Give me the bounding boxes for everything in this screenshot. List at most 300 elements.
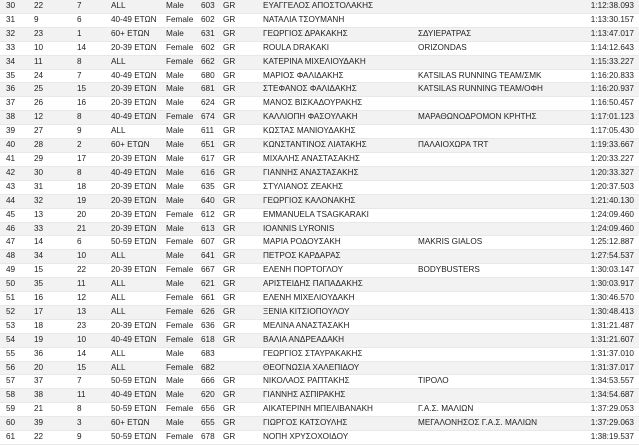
gender-cell: Male [166, 152, 201, 166]
country-cell: GR [223, 208, 263, 222]
country-cell: GR [223, 222, 263, 236]
bib-number-cell: 651 [201, 139, 223, 153]
finish-time-cell: 1:31:21.607 [572, 333, 639, 347]
runner-name-cell: ΝΟΠΗ ΧΡΥΣΟΧΟΙΔΟΥ [263, 431, 418, 445]
runner-name-cell: ΑΙΚΑΤΕΡΙΝΗ ΜΠΕΛΙΒΑΝΑΚΗ [263, 403, 418, 417]
category-position-cell: 14 [77, 41, 111, 55]
finish-time-cell: 1:16:20.833 [572, 69, 639, 83]
table-row [0, 152, 639, 166]
club-cell [418, 180, 572, 194]
country-cell: GR [223, 250, 263, 264]
category-cell: 20-39 ΕΤΩΝ [111, 208, 166, 222]
category-position-cell: 11 [77, 389, 111, 403]
table-row [0, 319, 639, 333]
runner-name-cell: ΚΑΤΕΡΙΝΑ ΜΙΧΕΛΙΟΥΔΑΚΗ [263, 55, 418, 69]
overall-position-cell: 42 [0, 166, 34, 180]
overall-position-cell: 35 [0, 69, 34, 83]
country-cell: GR [223, 111, 263, 125]
overall-position-cell: 61 [0, 431, 34, 445]
country-cell: GR [223, 125, 263, 139]
category-position-cell: 10 [77, 333, 111, 347]
club-cell: ΠΑΛΑΙΟΧΩΡΑ TRT [418, 139, 572, 153]
gender-cell: Female [166, 236, 201, 250]
club-cell [418, 222, 572, 236]
overall-position-cell: 51 [0, 292, 34, 306]
category-cell: 20-39 ΕΤΩΝ [111, 180, 166, 194]
bib-number-cell: 636 [201, 319, 223, 333]
gender-position-cell: 21 [34, 403, 77, 417]
bib-number-cell: 602 [201, 13, 223, 27]
runner-name-cell: ΝΙΚΟΛΑΟΣ ΡΑΠΤΑΚΗΣ [263, 375, 418, 389]
overall-position-cell: 34 [0, 55, 34, 69]
bib-number-cell: 612 [201, 208, 223, 222]
gender-cell: Female [166, 264, 201, 278]
table-row [0, 111, 639, 125]
bib-number-cell: 613 [201, 222, 223, 236]
category-cell: 20-39 ΕΤΩΝ [111, 319, 166, 333]
bib-number-cell: 626 [201, 305, 223, 319]
country-cell: GR [223, 305, 263, 319]
finish-time-cell: 1:27:54.537 [572, 250, 639, 264]
runner-name-cell: ΞΕΝΙΑ ΚΙΤΣΙΟΠΟΥΛΟΥ [263, 305, 418, 319]
overall-position-cell: 58 [0, 389, 34, 403]
overall-position-cell: 52 [0, 305, 34, 319]
club-cell [418, 389, 572, 403]
category-cell: 50-59 ΕΤΩΝ [111, 375, 166, 389]
category-cell: ALL [111, 347, 166, 361]
club-cell [418, 13, 572, 27]
table-row [0, 236, 639, 250]
category-position-cell: 13 [77, 305, 111, 319]
club-cell [418, 125, 572, 139]
table-row [0, 333, 639, 347]
gender-cell: Male [166, 222, 201, 236]
overall-position-cell: 31 [0, 13, 34, 27]
category-position-cell: 6 [77, 13, 111, 27]
category-cell: 20-39 ΕΤΩΝ [111, 41, 166, 55]
overall-position-cell: 59 [0, 403, 34, 417]
category-position-cell: 2 [77, 139, 111, 153]
gender-cell: Male [166, 0, 201, 13]
finish-time-cell: 1:20:33.227 [572, 152, 639, 166]
bib-number-cell: 681 [201, 83, 223, 97]
gender-position-cell: 23 [34, 27, 77, 41]
category-position-cell: 7 [77, 69, 111, 83]
club-cell [418, 278, 572, 292]
gender-cell: Male [166, 417, 201, 431]
runner-name-cell: ΝΑΤΑΛΙΑ ΤΣΟΥΜΑΝΗ [263, 13, 418, 27]
table-row [0, 208, 639, 222]
overall-position-cell: 36 [0, 83, 34, 97]
table-row [0, 250, 639, 264]
overall-position-cell: 38 [0, 111, 34, 125]
table-row [0, 125, 639, 139]
runner-name-cell: ΕΥΑΓΓΕΛΟΣ ΑΠΟΣΤΟΛΑΚΗΣ [263, 0, 418, 13]
gender-position-cell: 39 [34, 417, 77, 431]
runner-name-cell: ROULA DRAKAKI [263, 41, 418, 55]
gender-cell: Female [166, 319, 201, 333]
country-cell: GR [223, 403, 263, 417]
gender-cell: Male [166, 347, 201, 361]
gender-cell: Male [166, 389, 201, 403]
runner-name-cell: ΜΑΡΙΟΣ ΦΑΛΙΔΑΚΗΣ [263, 69, 418, 83]
bib-number-cell: 656 [201, 403, 223, 417]
country-cell: GR [223, 389, 263, 403]
club-cell [418, 97, 572, 111]
club-cell [418, 208, 572, 222]
table-row [0, 41, 639, 55]
club-cell: Γ.Α.Σ. ΜΑΛΙΩΝ [418, 403, 572, 417]
gender-position-cell: 11 [34, 55, 77, 69]
country-cell: GR [223, 333, 263, 347]
gender-cell: Male [166, 375, 201, 389]
finish-time-cell: 1:34:53.557 [572, 375, 639, 389]
runner-name-cell: ΚΑΛΛΙΟΠΗ ΦΑΣΟΥΛΑΚΗ [263, 111, 418, 125]
category-cell: 20-39 ΕΤΩΝ [111, 222, 166, 236]
gender-position-cell: 24 [34, 69, 77, 83]
gender-cell: Male [166, 250, 201, 264]
category-position-cell: 21 [77, 222, 111, 236]
category-position-cell: 8 [77, 166, 111, 180]
table-row [0, 389, 639, 403]
category-cell: 60+ ΕΤΩΝ [111, 417, 166, 431]
bib-number-cell: 661 [201, 292, 223, 306]
country-cell: GR [223, 166, 263, 180]
country-cell: GR [223, 236, 263, 250]
country-cell: GR [223, 292, 263, 306]
category-cell: ALL [111, 0, 166, 13]
runner-name-cell: ΓΙΑΝΝΗΣ ΑΝΑΣΤΑΣΑΚΗΣ [263, 166, 418, 180]
finish-time-cell: 1:20:33.327 [572, 166, 639, 180]
table-row [0, 417, 639, 431]
category-cell: 20-39 ΕΤΩΝ [111, 83, 166, 97]
gender-cell: Male [166, 180, 201, 194]
runner-name-cell: ΣΤΥΛΙΑΝΟΣ ΖΕΑΚΗΣ [263, 180, 418, 194]
runner-name-cell: ΣΤΕΦΑΝΟΣ ΦΑΛΙΔΑΚΗΣ [263, 83, 418, 97]
category-cell: ALL [111, 250, 166, 264]
runner-name-cell: ΓΙΑΝΝΗΣ ΑΣΠΙΡΑΚΗΣ [263, 389, 418, 403]
overall-position-cell: 43 [0, 180, 34, 194]
club-cell [418, 347, 572, 361]
table-row [0, 180, 639, 194]
bib-number-cell: 631 [201, 27, 223, 41]
finish-time-cell: 1:30:48.413 [572, 305, 639, 319]
club-cell [418, 333, 572, 347]
category-position-cell: 6 [77, 236, 111, 250]
club-cell: BODYBUSTERS [418, 264, 572, 278]
table-row [0, 166, 639, 180]
bib-number-cell: 616 [201, 166, 223, 180]
category-cell: ALL [111, 292, 166, 306]
category-position-cell: 11 [77, 278, 111, 292]
country-cell: GR [223, 0, 263, 13]
category-position-cell: 23 [77, 319, 111, 333]
table-row [0, 292, 639, 306]
gender-position-cell: 19 [34, 333, 77, 347]
bib-number-cell: 666 [201, 375, 223, 389]
gender-position-cell: 10 [34, 41, 77, 55]
country-cell: GR [223, 152, 263, 166]
category-cell: 40-49 ΕΤΩΝ [111, 389, 166, 403]
bib-number-cell: 611 [201, 125, 223, 139]
table-row [0, 139, 639, 153]
bib-number-cell: 624 [201, 97, 223, 111]
table-row [0, 194, 639, 208]
club-cell [418, 305, 572, 319]
overall-position-cell: 47 [0, 236, 34, 250]
category-cell: 40-49 ΕΤΩΝ [111, 166, 166, 180]
finish-time-cell: 1:13:30.157 [572, 13, 639, 27]
category-cell: ALL [111, 278, 166, 292]
overall-position-cell: 40 [0, 139, 34, 153]
gender-position-cell: 14 [34, 236, 77, 250]
finish-time-cell: 1:31:21.487 [572, 319, 639, 333]
country-cell [223, 347, 263, 361]
finish-time-cell: 1:20:37.503 [572, 180, 639, 194]
gender-cell: Female [166, 208, 201, 222]
runner-name-cell: ΘΕΟΓΝΩΣΙΑ ΧΑΛΕΠΙΔΟΥ [263, 361, 418, 375]
overall-position-cell: 54 [0, 333, 34, 347]
category-position-cell: 22 [77, 264, 111, 278]
club-cell [418, 361, 572, 375]
category-cell: 40-49 ΕΤΩΝ [111, 13, 166, 27]
gender-cell: Male [166, 139, 201, 153]
gender-position-cell: 31 [34, 180, 77, 194]
finish-time-cell: 1:25:12.887 [572, 236, 639, 250]
bib-number-cell: 602 [201, 41, 223, 55]
category-cell: 60+ ΕΤΩΝ [111, 139, 166, 153]
category-position-cell: 15 [77, 361, 111, 375]
bib-number-cell: 620 [201, 389, 223, 403]
overall-position-cell: 60 [0, 417, 34, 431]
bib-number-cell: 640 [201, 194, 223, 208]
gender-position-cell: 12 [34, 111, 77, 125]
bib-number-cell: 635 [201, 180, 223, 194]
category-cell: 50-59 ΕΤΩΝ [111, 431, 166, 445]
bib-number-cell: 607 [201, 236, 223, 250]
table-row [0, 403, 639, 417]
category-cell: 50-59 ΕΤΩΝ [111, 236, 166, 250]
gender-position-cell: 9 [34, 13, 77, 27]
runner-name-cell: ΑΡΙΣΤΕΙΔΗΣ ΠΑΠΑΔΑΚΗΣ [263, 278, 418, 292]
category-position-cell: 20 [77, 208, 111, 222]
gender-cell: Male [166, 97, 201, 111]
runner-name-cell: ΕΛΕΝΗ ΠΟΡΤΟΓΛΟΥ [263, 264, 418, 278]
category-cell: 20-39 ΕΤΩΝ [111, 152, 166, 166]
table-row [0, 97, 639, 111]
category-position-cell: 7 [77, 375, 111, 389]
overall-position-cell: 39 [0, 125, 34, 139]
gender-cell: Male [166, 125, 201, 139]
overall-position-cell: 55 [0, 347, 34, 361]
category-position-cell: 19 [77, 194, 111, 208]
finish-time-cell: 1:30:03.917 [572, 278, 639, 292]
bib-number-cell: 678 [201, 431, 223, 445]
bib-number-cell: 655 [201, 417, 223, 431]
runner-name-cell: ΜΑΡΙΑ ΡΟΔΟΥΣΑΚΗ [263, 236, 418, 250]
gender-position-cell: 13 [34, 208, 77, 222]
country-cell: GR [223, 41, 263, 55]
category-cell: 40-49 ΕΤΩΝ [111, 333, 166, 347]
club-cell [418, 431, 572, 445]
country-cell: GR [223, 431, 263, 445]
overall-position-cell: 49 [0, 264, 34, 278]
runner-name-cell: ΜΑΝΟΣ ΒΙΣΚΑΔΟΥΡΑΚΗΣ [263, 97, 418, 111]
gender-cell: Male [166, 166, 201, 180]
gender-cell: Female [166, 333, 201, 347]
table-row [0, 0, 639, 13]
gender-position-cell: 16 [34, 292, 77, 306]
overall-position-cell: 41 [0, 152, 34, 166]
finish-time-cell: 1:24:09.460 [572, 222, 639, 236]
category-cell: ALL [111, 361, 166, 375]
gender-cell: Male [166, 69, 201, 83]
overall-position-cell: 45 [0, 208, 34, 222]
club-cell [418, 0, 572, 13]
bib-number-cell: 667 [201, 264, 223, 278]
overall-position-cell: 33 [0, 41, 34, 55]
bib-number-cell: 682 [201, 361, 223, 375]
bib-number-cell: 680 [201, 69, 223, 83]
finish-time-cell: 1:16:50.457 [572, 97, 639, 111]
finish-time-cell: 1:31:37.010 [572, 347, 639, 361]
gender-position-cell: 34 [34, 250, 77, 264]
finish-time-cell: 1:37:29.053 [572, 403, 639, 417]
table-row [0, 431, 639, 445]
finish-time-cell: 1:24:09.460 [572, 208, 639, 222]
club-cell [418, 55, 572, 69]
category-position-cell: 7 [77, 0, 111, 13]
overall-position-cell: 56 [0, 361, 34, 375]
category-cell: 20-39 ΕΤΩΝ [111, 97, 166, 111]
runner-name-cell: ΚΩΝΣΤΑΝΤΙΝΟΣ ΛΙΑΤΑΚΗΣ [263, 139, 418, 153]
gender-position-cell: 25 [34, 83, 77, 97]
finish-time-cell: 1:15:33.227 [572, 55, 639, 69]
overall-position-cell: 48 [0, 250, 34, 264]
finish-time-cell: 1:30:03.147 [572, 264, 639, 278]
gender-cell: Female [166, 55, 201, 69]
gender-cell: Female [166, 305, 201, 319]
gender-position-cell: 30 [34, 166, 77, 180]
country-cell: GR [223, 319, 263, 333]
overall-position-cell: 53 [0, 319, 34, 333]
table-row [0, 361, 639, 375]
club-cell: ΜΑΡΑΘΩΝΟΔΡΟΜΟΝ ΚΡΗΤΗΣ [418, 111, 572, 125]
bib-number-cell: 641 [201, 250, 223, 264]
finish-time-cell: 1:37:29.063 [572, 417, 639, 431]
finish-time-cell: 1:30:46.570 [572, 292, 639, 306]
runner-name-cell: ΜΕΛΙΝΑ ΑΝΑΣΤΑΣΑΚΗ [263, 319, 418, 333]
overall-position-cell: 46 [0, 222, 34, 236]
finish-time-cell: 1:17:01.123 [572, 111, 639, 125]
runner-name-cell: ΒΑΛΙΑ ΑΝΔΡΕΑΔΑΚΗ [263, 333, 418, 347]
category-cell: ALL [111, 125, 166, 139]
gender-position-cell: 35 [34, 278, 77, 292]
runner-name-cell: ΕΛΕΝΗ ΜΙΧΕΛΙΟΥΔΑΚΗ [263, 292, 418, 306]
category-position-cell: 8 [77, 111, 111, 125]
country-cell: GR [223, 264, 263, 278]
category-cell: 20-39 ΕΤΩΝ [111, 194, 166, 208]
category-position-cell: 14 [77, 347, 111, 361]
gender-position-cell: 27 [34, 125, 77, 139]
overall-position-cell: 30 [0, 0, 34, 13]
country-cell: GR [223, 375, 263, 389]
runner-name-cell: EMMANUELA TSAGKARAKI [263, 208, 418, 222]
overall-position-cell: 37 [0, 97, 34, 111]
gender-position-cell: 33 [34, 222, 77, 236]
runner-name-cell: ΠΕΤΡΟΣ ΚΑΡΔΑΡΑΣ [263, 250, 418, 264]
table-row [0, 55, 639, 69]
finish-time-cell: 1:19:33.667 [572, 139, 639, 153]
category-position-cell: 17 [77, 152, 111, 166]
runner-name-cell: ΓΕΩΡΓΙΟΣ ΔΡΑΚΑΚΗΣ [263, 27, 418, 41]
gender-cell: Male [166, 27, 201, 41]
country-cell: GR [223, 55, 263, 69]
country-cell [223, 361, 263, 375]
category-position-cell: 9 [77, 431, 111, 445]
table-row [0, 13, 639, 27]
category-cell: ALL [111, 55, 166, 69]
gender-cell: Female [166, 111, 201, 125]
country-cell: GR [223, 180, 263, 194]
finish-time-cell: 1:21:40.130 [572, 194, 639, 208]
gender-position-cell: 38 [34, 389, 77, 403]
runner-name-cell: ΓΕΩΡΓΙΟΣ ΣΤΑΥΡΑΚΑΚΗΣ [263, 347, 418, 361]
gender-cell: Female [166, 361, 201, 375]
country-cell: GR [223, 69, 263, 83]
gender-position-cell: 15 [34, 264, 77, 278]
club-cell [418, 166, 572, 180]
category-position-cell: 12 [77, 292, 111, 306]
gender-cell: Male [166, 278, 201, 292]
table-row [0, 278, 639, 292]
category-position-cell: 1 [77, 27, 111, 41]
finish-time-cell: 1:12:38.093 [572, 0, 639, 13]
finish-time-cell: 1:13:47.017 [572, 27, 639, 41]
finish-time-cell: 1:17:05.430 [572, 125, 639, 139]
bib-number-cell: 621 [201, 278, 223, 292]
gender-position-cell: 20 [34, 361, 77, 375]
category-cell: 50-59 ΕΤΩΝ [111, 403, 166, 417]
category-cell: 40-49 ΕΤΩΝ [111, 111, 166, 125]
category-cell: ALL [111, 305, 166, 319]
category-position-cell: 3 [77, 417, 111, 431]
gender-position-cell: 28 [34, 139, 77, 153]
finish-time-cell: 1:14:12.643 [572, 41, 639, 55]
gender-position-cell: 17 [34, 305, 77, 319]
finish-time-cell: 1:31:37.017 [572, 361, 639, 375]
gender-cell: Male [166, 194, 201, 208]
table-row [0, 222, 639, 236]
club-cell: ORIZONDAS [418, 41, 572, 55]
bib-number-cell: 603 [201, 0, 223, 13]
bib-number-cell: 618 [201, 333, 223, 347]
club-cell: ΤΙΡΟΛΟ [418, 375, 572, 389]
runner-name-cell: ΓΕΩΡΓΙΟΣ ΚΑΛΟΝΑΚΗΣ [263, 194, 418, 208]
table-row [0, 27, 639, 41]
table-row [0, 375, 639, 389]
country-cell: GR [223, 139, 263, 153]
gender-position-cell: 18 [34, 319, 77, 333]
gender-position-cell: 22 [34, 431, 77, 445]
country-cell: GR [223, 417, 263, 431]
table-row [0, 347, 639, 361]
club-cell [418, 194, 572, 208]
gender-position-cell: 22 [34, 0, 77, 13]
category-position-cell: 8 [77, 403, 111, 417]
runner-name-cell: ΜΙΧΑΛΗΣ ΑΝΑΣΤΑΣΑΚΗΣ [263, 152, 418, 166]
category-position-cell: 10 [77, 250, 111, 264]
